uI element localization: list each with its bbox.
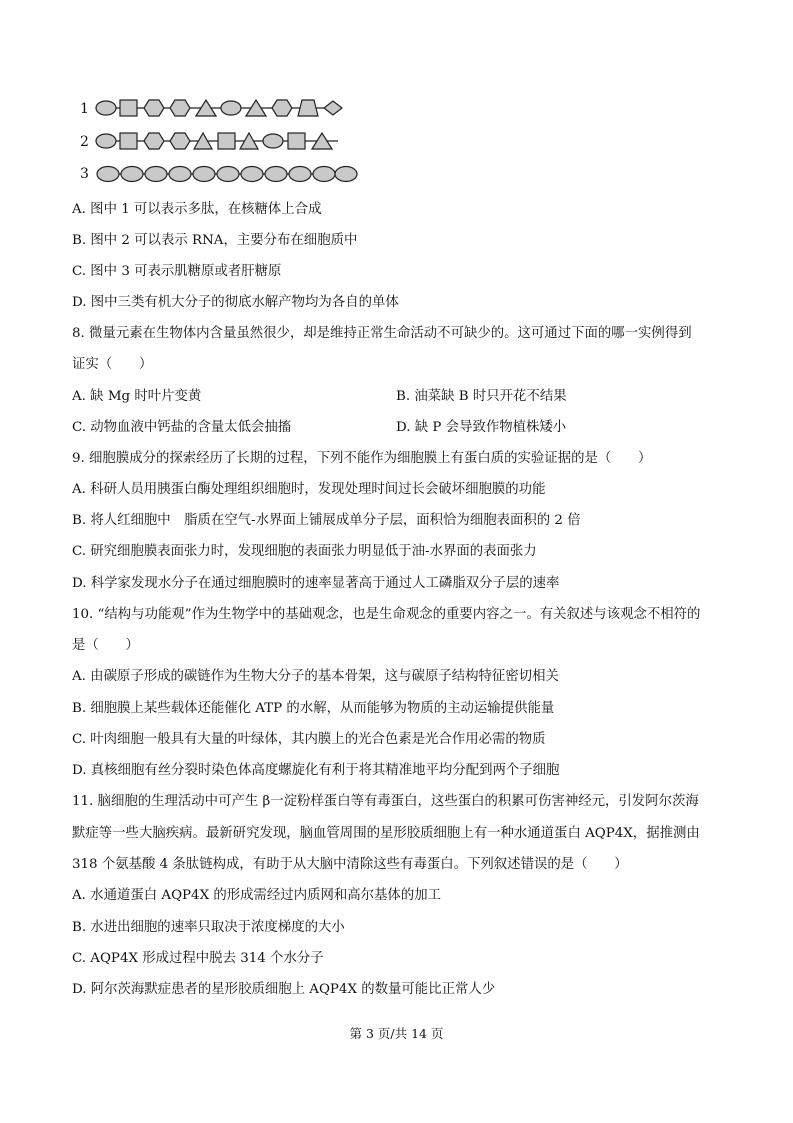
page-number-footer: 第 3 页/共 14 页 [349, 1026, 444, 1041]
chain-1-label: 1 [80, 101, 89, 117]
diamond-monomer [324, 101, 342, 115]
q10-stem-line-2: 是（ ） [72, 638, 139, 653]
trapezoid-monomer [298, 100, 318, 116]
ellipse-monomer [217, 167, 239, 182]
q9-option-a: A. 科研人员用胰蛋白酶处理组织细胞时，发现处理时间过长会破坏细胞膜的功能 [72, 482, 546, 497]
ellipse-monomer [169, 167, 191, 182]
ellipse-monomer [265, 167, 287, 182]
ellipse-monomer [96, 101, 116, 115]
q11-stem-line-1: 11. 脑细胞的生理活动中可产生 β一淀粉样蛋白等有毒蛋白，这些蛋白的积累可伤害神经元，引发阿尔茨海 [72, 794, 699, 809]
ellipse-monomer [241, 167, 263, 182]
q8-option-a: A. 缺 Mg 时叶片变黄 [72, 389, 202, 404]
chain-3 [97, 167, 357, 182]
chain-3-label: 3 [80, 166, 89, 182]
q9-stem: 9. 细胞膜成分的探索经历了长期的过程，下列不能作为细胞膜上有蛋白质的实验证据的是（ ） [72, 451, 652, 466]
hexagon-monomer [170, 100, 190, 116]
q11-stem-line-2: 默症等一些大脑疾病。最新研究发现，脑血管周围的星形胶质细胞上有一种水通道蛋白 AQP4X，据推测由 [72, 826, 700, 841]
square-monomer [120, 100, 137, 116]
ellipse-monomer [289, 167, 311, 182]
square-monomer [120, 133, 137, 149]
q9-option-d: D. 科学家发现水分子在通过细胞膜时的速率显著高于通过人工磷脂双分子层的速率 [72, 576, 560, 591]
q7-option-c: C. 图中 3 可表示肌糖原或者肝糖原 [72, 264, 282, 279]
ellipse-monomer [313, 167, 335, 182]
q10-option-a: A. 由碳原子形成的碳链作为生物大分子的基本骨架，这与碳原子结构特征密切相关 [72, 669, 559, 684]
q11-option-a: A. 水通道蛋白 AQP4X 的形成需经过内质网和高尔基体的加工 [72, 888, 441, 903]
q8-stem-line-1: 8. 微量元素在生物体内含量虽然很少，却是维持正常生命活动不可缺少的。这可通过下面的哪一实例得到 [72, 326, 692, 341]
q10-stem-line-1: 10. “结构与功能观”作为生物学中的基础观念，也是生命观念的重要内容之一。有关叙述与该观念不相符的 [72, 607, 701, 622]
q9-option-b: B. 将人红细胞中 脂质在空气-水界面上铺展成单分子层，面积恰为细胞表面积的 2 倍 [72, 513, 581, 528]
ellipse-monomer [121, 167, 143, 182]
q11-stem-line-3: 318 个氨基酸 4 条肽链构成，有助于从大脑中清除这些有毒蛋白。下列叙述错误的是（ ） [72, 857, 628, 872]
q8-option-b: B. 油菜缺 B 时只开花不结果 [396, 389, 567, 404]
monomer-chains-figure [76, 92, 366, 188]
q8-stem-line-2: 证实（ ） [72, 357, 153, 372]
ellipse-monomer [97, 167, 119, 182]
q11-option-b: B. 水进出细胞的速率只取决于浓度梯度的大小 [72, 920, 345, 935]
q7-option-d: D. 图中三类有机大分子的彻底水解产物均为各自的单体 [72, 295, 399, 310]
ellipse-monomer [193, 167, 215, 182]
chain-2 [96, 133, 338, 149]
ellipse-monomer [221, 101, 241, 115]
square-monomer [288, 133, 305, 149]
q10-option-b: B. 细胞膜上某些载体还能催化 ATP 的水解，从而能够为物质的主动运输提供能量 [72, 701, 555, 716]
q8-option-c: C. 动物血液中钙盐的含量太低会抽搐 [72, 420, 292, 435]
hexagon-monomer [144, 133, 164, 149]
q7-option-a: A. 图中 1 可以表示多肽，在核糖体上合成 [72, 202, 322, 217]
chain-1 [96, 100, 342, 116]
ellipse-monomer [96, 134, 116, 148]
q10-option-c: C. 叶肉细胞一般具有大量的叶绿体，其内膜上的光合色素是光合作用必需的物质 [72, 732, 546, 747]
q8-option-d: D. 缺 P 会导致作物植株矮小 [396, 420, 567, 435]
q10-option-d: D. 真核细胞有丝分裂时染色体高度螺旋化有利于将其精准地平均分配到两个子细胞 [72, 763, 560, 778]
chain-2-label: 2 [80, 134, 89, 150]
hexagon-monomer [272, 100, 292, 116]
ellipse-monomer [263, 134, 283, 148]
q11-option-c: C. AQP4X 形成过程中脱去 314 个水分子 [72, 951, 324, 966]
q11-option-d: D. 阿尔茨海默症患者的星形胶质细胞上 AQP4X 的数量可能比正常人少 [72, 982, 496, 997]
q7-option-b: B. 图中 2 可以表示 RNA，主要分布在细胞质中 [72, 233, 358, 248]
ellipse-monomer [145, 167, 167, 182]
square-monomer [218, 133, 235, 149]
ellipse-monomer [335, 167, 357, 182]
hexagon-monomer [144, 100, 164, 116]
hexagon-monomer [170, 133, 190, 149]
monomer-chains-diagram [76, 92, 366, 188]
q9-option-c: C. 研究细胞膜表面张力时，发现细胞的表面张力明显低于油-水界面的表面张力 [72, 544, 537, 559]
